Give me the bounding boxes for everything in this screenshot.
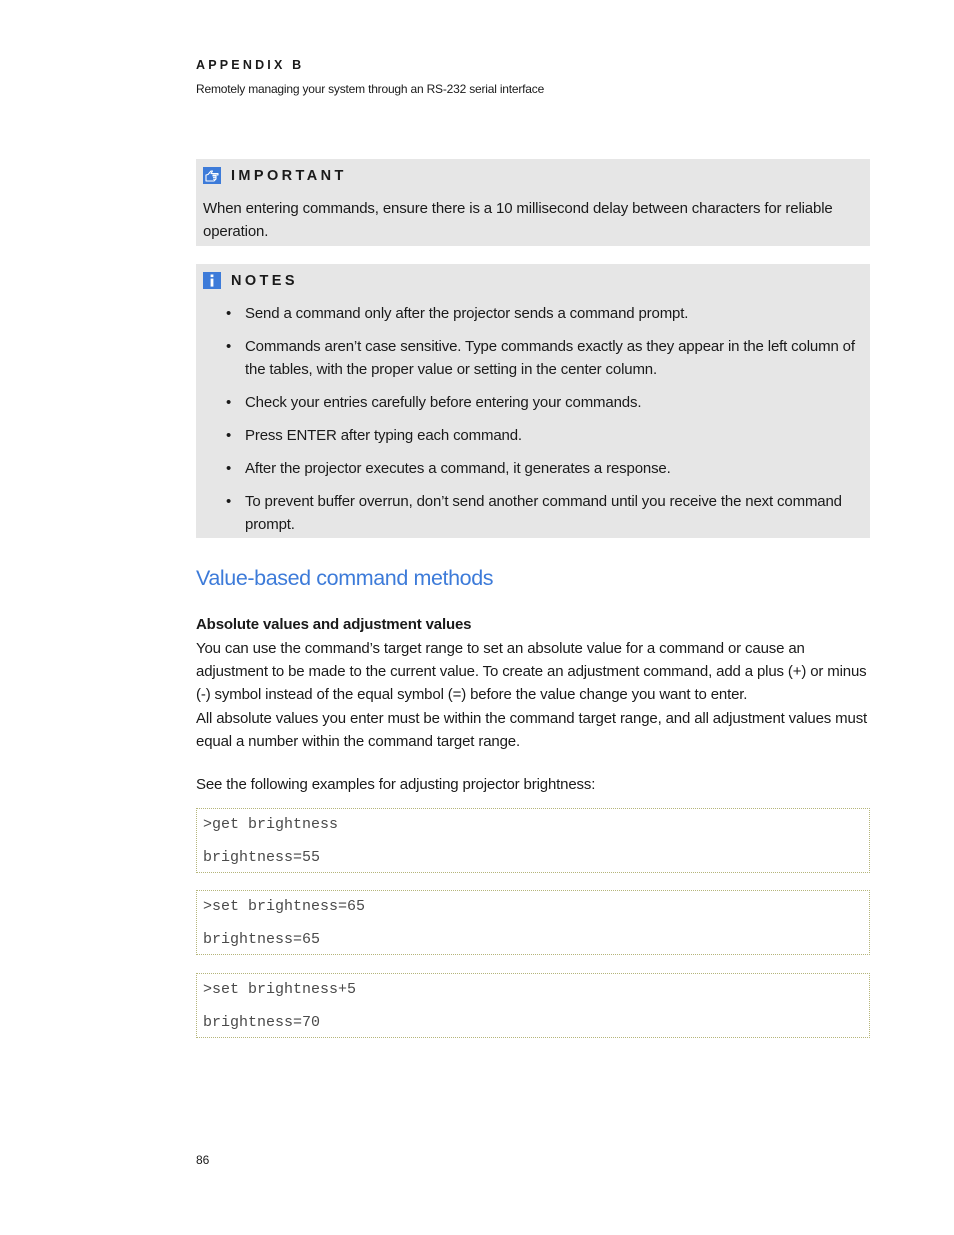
- paragraph: All absolute values you enter must be within the command target range, and all adjustment values must equal a number within the command target range.: [196, 710, 868, 750]
- important-callout: [196, 159, 870, 246]
- code-response: brightness=65: [203, 931, 321, 948]
- pointing-hand-icon: [203, 167, 221, 184]
- code-command: >get brightness: [203, 816, 339, 833]
- appendix-label: APPENDIX B: [196, 58, 305, 72]
- code-response: brightness=70: [203, 1014, 321, 1031]
- important-body: When entering commands, ensure there is a 10 millisecond delay between characters for reliable operation.: [203, 200, 833, 240]
- important-title: IMPORTANT: [231, 167, 347, 184]
- code-example-get-brightness: [196, 808, 870, 873]
- appendix-subtitle: Remotely managing your system through an RS-232 serial interface: [196, 82, 545, 96]
- notes-header: [203, 272, 298, 289]
- notes-title: NOTES: [231, 272, 298, 289]
- page-number: 86: [196, 1153, 210, 1167]
- code-example-set-brightness: [196, 890, 870, 955]
- info-icon: [203, 272, 221, 289]
- code-command: >set brightness+5: [203, 981, 357, 998]
- code-response: brightness=55: [203, 849, 321, 866]
- paragraph: See the following examples for adjusting projector brightness:: [196, 776, 596, 793]
- code-example-adjust-brightness: [196, 973, 870, 1038]
- list-item: • Send a command only after the projector sends a command prompt.: [226, 305, 689, 322]
- list-item: • Commands aren’t case sensitive. Type commands exactly as they appear in the left column of the tables, with the proper value or setting in the center column.: [226, 338, 855, 378]
- code-command: >set brightness=65: [203, 898, 366, 915]
- subheading: Absolute values and adjustment values: [196, 616, 472, 633]
- list-item: • Check your entries carefully before entering your commands.: [226, 394, 642, 411]
- list-item: • After the projector executes a command, it generates a response.: [226, 460, 671, 477]
- list-item: • Press ENTER after typing each command.: [226, 427, 522, 444]
- paragraph: You can use the command’s target range to set an absolute value for a command or cause an adjustment to be made to the current value. To create an adjustment command, add a plus (+) or minus (-) symbol instead of the equal symbol (=) before the value change you want to enter.: [196, 640, 867, 703]
- list-item: • To prevent buffer overrun, don’t send another command until you receive the next command prompt.: [226, 493, 842, 533]
- important-header: [203, 167, 347, 184]
- section-heading: Value-based command methods: [196, 566, 494, 590]
- notes-callout: [196, 264, 870, 538]
- notes-list: [226, 302, 856, 546]
